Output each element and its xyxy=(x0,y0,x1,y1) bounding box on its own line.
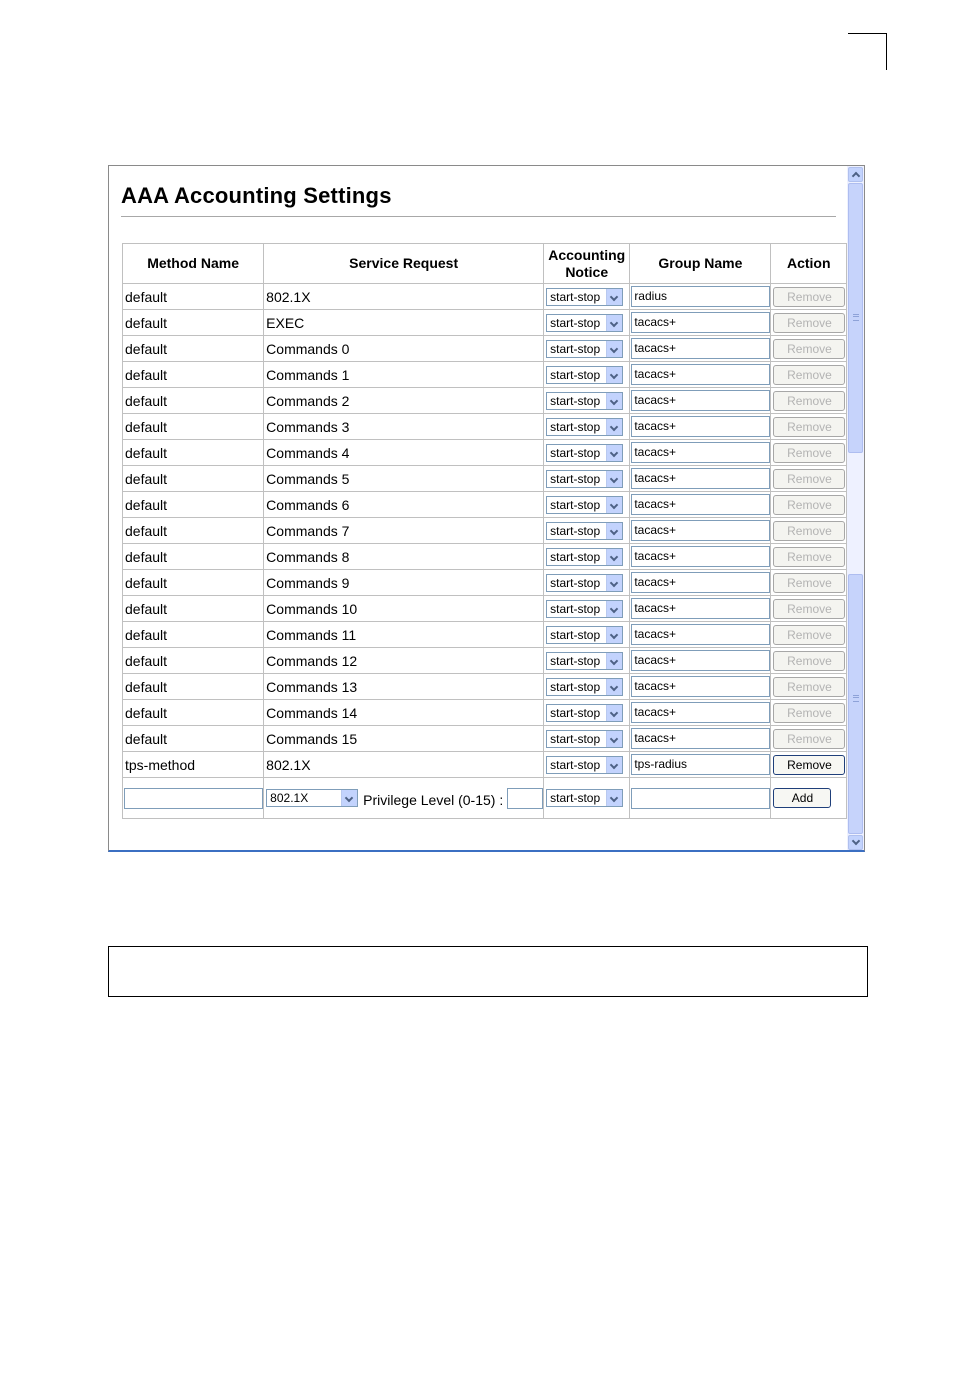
new-service-request-select[interactable] xyxy=(266,789,358,807)
service-request-cell: Commands 4 xyxy=(264,440,544,466)
service-request-cell: 802.1X xyxy=(264,752,544,778)
chevron-down-icon xyxy=(606,627,622,643)
chevron-down-icon xyxy=(606,679,622,695)
group-name-input[interactable]: tacacs+ xyxy=(631,624,770,645)
group-name-input[interactable]: tacacs+ xyxy=(631,494,770,515)
remove-button[interactable]: Remove xyxy=(773,417,845,437)
column-header-accounting-notice xyxy=(544,244,630,284)
accounting-notice-select[interactable] xyxy=(546,600,623,618)
remove-button[interactable]: Remove xyxy=(773,651,845,671)
chevron-down-icon xyxy=(606,653,622,669)
service-request-cell: Commands 6 xyxy=(264,492,544,518)
method-name-cell: default xyxy=(123,518,264,544)
table-row xyxy=(123,700,847,726)
accounting-notice-cell xyxy=(544,388,630,414)
accounting-notice-cell xyxy=(544,544,630,570)
group-name-input[interactable]: tacacs+ xyxy=(631,442,770,463)
accounting-notice-cell xyxy=(544,674,630,700)
accounting-notice-select[interactable] xyxy=(546,470,623,488)
accounting-notice-cell xyxy=(544,492,630,518)
accounting-notice-cell xyxy=(544,752,630,778)
add-button[interactable]: Add xyxy=(773,788,831,808)
action-cell xyxy=(771,284,847,310)
action-cell xyxy=(771,388,847,414)
accounting-notice-select[interactable] xyxy=(546,704,623,722)
group-name-input[interactable]: tacacs+ xyxy=(631,676,770,697)
accounting-notice-value: start-stop xyxy=(550,315,601,330)
table-row xyxy=(123,544,847,570)
page-corner-mark xyxy=(848,33,887,70)
chevron-down-icon xyxy=(606,419,622,435)
accounting-notice-value: start-stop xyxy=(550,367,601,382)
method-name-cell: default xyxy=(123,440,264,466)
scroll-up-arrow-icon[interactable] xyxy=(848,167,863,182)
method-name-cell: default xyxy=(123,492,264,518)
service-request-cell: Commands 10 xyxy=(264,596,544,622)
chevron-down-icon xyxy=(606,549,622,565)
accounting-notice-value: start-stop xyxy=(550,549,601,564)
group-name-cell xyxy=(630,518,771,544)
chevron-down-icon xyxy=(606,471,622,487)
action-cell xyxy=(771,700,847,726)
remove-button[interactable]: Remove xyxy=(773,443,845,463)
method-name-cell: default xyxy=(123,622,264,648)
group-name-input[interactable]: tacacs+ xyxy=(631,520,770,541)
service-request-cell: Commands 5 xyxy=(264,466,544,492)
group-name-cell xyxy=(630,362,771,388)
remove-button[interactable]: Remove xyxy=(773,625,845,645)
method-name-cell: default xyxy=(123,700,264,726)
chevron-down-icon xyxy=(606,731,622,747)
service-request-cell: Commands 15 xyxy=(264,726,544,752)
service-request-cell: Commands 9 xyxy=(264,570,544,596)
chevron-down-icon xyxy=(606,575,622,591)
action-cell xyxy=(771,466,847,492)
table-row xyxy=(123,284,847,310)
group-name-cell xyxy=(630,622,771,648)
accounting-notice-select[interactable] xyxy=(546,652,623,670)
method-name-cell: default xyxy=(123,336,264,362)
group-name-input[interactable]: tacacs+ xyxy=(631,546,770,567)
action-cell xyxy=(771,570,847,596)
action-cell xyxy=(771,336,847,362)
accounting-notice-value: start-stop xyxy=(550,445,601,460)
accounting-table xyxy=(122,243,847,819)
new-entry-row xyxy=(123,778,847,819)
chevron-down-icon xyxy=(606,705,622,721)
table-body xyxy=(123,284,847,819)
vertical-scrollbar[interactable] xyxy=(847,166,864,851)
accounting-notice-cell xyxy=(544,362,630,388)
accounting-notice-cell xyxy=(544,596,630,622)
privilege-level-input[interactable] xyxy=(507,788,543,809)
accounting-notice-select[interactable] xyxy=(546,548,623,566)
group-name-cell xyxy=(630,674,771,700)
chevron-down-icon xyxy=(606,445,622,461)
column-header-accounting-notice-line2: Notice xyxy=(565,263,609,280)
remove-button[interactable]: Remove xyxy=(773,573,845,593)
group-name-input[interactable]: tacacs+ xyxy=(631,338,770,359)
table-row xyxy=(123,622,847,648)
accounting-notice-cell xyxy=(544,700,630,726)
accounting-notice-value: start-stop xyxy=(550,341,601,356)
accounting-notice-cell xyxy=(544,570,630,596)
accounting-notice-select[interactable] xyxy=(546,626,623,644)
new-service-request-value: 802.1X xyxy=(270,791,309,805)
table-row xyxy=(123,752,847,778)
group-name-cell xyxy=(630,466,771,492)
accounting-notice-cell xyxy=(544,648,630,674)
action-cell xyxy=(771,492,847,518)
chevron-down-icon xyxy=(606,601,622,617)
group-name-input[interactable]: tacacs+ xyxy=(631,312,770,333)
service-request-cell: Commands 1 xyxy=(264,362,544,388)
accounting-notice-select[interactable] xyxy=(546,574,623,592)
accounting-notice-select[interactable] xyxy=(546,522,623,540)
privilege-level-label xyxy=(363,788,543,809)
service-request-cell: Commands 12 xyxy=(264,648,544,674)
service-request-cell: 802.1X xyxy=(264,284,544,310)
accounting-notice-value: start-stop xyxy=(550,653,601,668)
note-box xyxy=(108,946,868,997)
method-name-cell: default xyxy=(123,414,264,440)
chevron-down-icon xyxy=(606,497,622,513)
method-name-cell: default xyxy=(123,388,264,414)
group-name-cell xyxy=(630,648,771,674)
group-name-cell xyxy=(630,726,771,752)
column-header-service-request: Service Request xyxy=(264,244,544,284)
action-cell xyxy=(771,674,847,700)
method-name-cell: default xyxy=(123,284,264,310)
accounting-notice-select[interactable] xyxy=(546,392,623,410)
new-accounting-notice-select[interactable] xyxy=(546,789,623,807)
group-name-input[interactable]: tacacs+ xyxy=(631,728,770,749)
accounting-notice-select[interactable] xyxy=(546,444,623,462)
action-cell xyxy=(771,622,847,648)
action-cell xyxy=(771,726,847,752)
remove-button[interactable]: Remove xyxy=(773,755,845,775)
action-cell xyxy=(771,362,847,388)
window-content xyxy=(109,166,847,851)
group-name-input[interactable]: tacacs+ xyxy=(631,572,770,593)
accounting-notice-cell xyxy=(544,726,630,752)
group-name-cell xyxy=(630,544,771,570)
new-group-name-input[interactable] xyxy=(631,788,770,809)
group-name-cell xyxy=(630,700,771,726)
remove-button[interactable]: Remove xyxy=(773,365,845,385)
accounting-notice-value: start-stop xyxy=(550,471,601,486)
remove-button[interactable]: Remove xyxy=(773,495,845,515)
title-divider xyxy=(121,216,836,217)
chevron-down-icon xyxy=(606,393,622,409)
remove-button[interactable]: Remove xyxy=(773,339,845,359)
group-name-cell xyxy=(630,388,771,414)
remove-button[interactable]: Remove xyxy=(773,469,845,489)
accounting-notice-cell xyxy=(544,466,630,492)
chevron-down-icon xyxy=(606,367,622,383)
table-header-row xyxy=(123,244,847,284)
accounting-notice-cell xyxy=(544,440,630,466)
method-name-cell: default xyxy=(123,544,264,570)
remove-button[interactable]: Remove xyxy=(773,677,845,697)
method-name-cell: default xyxy=(123,674,264,700)
new-group-cell xyxy=(630,778,771,819)
accounting-notice-select[interactable] xyxy=(546,340,623,358)
group-name-input[interactable]: tacacs+ xyxy=(631,468,770,489)
table-row xyxy=(123,648,847,674)
accounting-notice-value: start-stop xyxy=(550,419,601,434)
accounting-notice-cell xyxy=(544,622,630,648)
action-cell xyxy=(771,518,847,544)
remove-button[interactable]: Remove xyxy=(773,391,845,411)
scrollbar-thumb-lower[interactable] xyxy=(848,574,863,834)
accounting-notice-select[interactable] xyxy=(546,756,623,774)
table-row xyxy=(123,492,847,518)
remove-button[interactable]: Remove xyxy=(773,313,845,333)
accounting-notice-value: start-stop xyxy=(550,523,601,538)
column-header-action: Action xyxy=(771,244,847,284)
accounting-notice-value: start-stop xyxy=(550,289,601,304)
new-method-cell xyxy=(123,778,264,819)
chevron-down-icon xyxy=(606,341,622,357)
column-header-accounting-notice-line1: Accounting xyxy=(548,246,626,263)
chevron-down-icon xyxy=(606,289,622,305)
table-row xyxy=(123,362,847,388)
chevron-down-icon xyxy=(606,315,622,331)
action-cell xyxy=(771,440,847,466)
group-name-cell xyxy=(630,596,771,622)
group-name-input[interactable]: tps-radius xyxy=(631,754,770,775)
page-title: AAA Accounting Settings xyxy=(121,183,392,208)
group-name-input[interactable]: tacacs+ xyxy=(631,390,770,411)
table-row xyxy=(123,336,847,362)
chevron-down-icon xyxy=(606,523,622,539)
table-row xyxy=(123,518,847,544)
table-row xyxy=(123,674,847,700)
accounting-notice-value: start-stop xyxy=(550,757,601,772)
group-name-cell xyxy=(630,492,771,518)
action-cell xyxy=(771,544,847,570)
column-header-method-name: Method Name xyxy=(123,244,264,284)
accounting-notice-cell xyxy=(544,414,630,440)
service-request-cell: EXEC xyxy=(264,310,544,336)
method-name-cell: tps-method xyxy=(123,752,264,778)
new-method-name-input[interactable] xyxy=(124,788,263,809)
accounting-notice-value: start-stop xyxy=(550,393,601,408)
new-service-cell xyxy=(264,778,544,819)
remove-button[interactable]: Remove xyxy=(773,547,845,567)
remove-button[interactable]: Remove xyxy=(773,729,845,749)
table-row xyxy=(123,596,847,622)
accounting-notice-value: start-stop xyxy=(550,705,601,720)
service-request-cell: Commands 14 xyxy=(264,700,544,726)
group-name-cell xyxy=(630,414,771,440)
accounting-notice-value: start-stop xyxy=(550,679,601,694)
privilege-level-text: Privilege Level (0-15) : xyxy=(363,791,504,808)
method-name-cell: default xyxy=(123,726,264,752)
action-cell xyxy=(771,596,847,622)
group-name-cell xyxy=(630,284,771,310)
group-name-input[interactable]: tacacs+ xyxy=(631,416,770,437)
group-name-input[interactable]: radius xyxy=(631,286,770,307)
method-name-cell: default xyxy=(123,466,264,492)
scrollbar-grip-icon xyxy=(853,314,859,321)
accounting-notice-cell xyxy=(544,336,630,362)
accounting-notice-select[interactable] xyxy=(546,288,623,306)
group-name-cell xyxy=(630,440,771,466)
chevron-down-icon xyxy=(341,790,357,806)
group-name-input[interactable]: tacacs+ xyxy=(631,650,770,671)
accounting-notice-select[interactable] xyxy=(546,496,623,514)
table-row xyxy=(123,388,847,414)
group-name-cell xyxy=(630,310,771,336)
table-row xyxy=(123,440,847,466)
group-name-cell xyxy=(630,570,771,596)
accounting-notice-select[interactable] xyxy=(546,418,623,436)
table-row xyxy=(123,466,847,492)
remove-button[interactable]: Remove xyxy=(773,521,845,541)
remove-button[interactable]: Remove xyxy=(773,599,845,619)
accounting-notice-value: start-stop xyxy=(550,497,601,512)
accounting-notice-cell xyxy=(544,284,630,310)
chevron-down-icon xyxy=(606,790,622,806)
service-request-cell: Commands 0 xyxy=(264,336,544,362)
action-cell xyxy=(771,648,847,674)
service-request-cell: Commands 2 xyxy=(264,388,544,414)
new-action-cell xyxy=(771,778,847,819)
table-row xyxy=(123,726,847,752)
chevron-down-icon xyxy=(606,757,622,773)
scrollbar-thumb-upper[interactable] xyxy=(848,183,863,453)
remove-button[interactable]: Remove xyxy=(773,703,845,723)
service-request-cell: Commands 3 xyxy=(264,414,544,440)
accounting-notice-cell xyxy=(544,518,630,544)
scrollbar-grip-icon xyxy=(853,695,859,702)
table-row xyxy=(123,310,847,336)
group-name-input[interactable]: tacacs+ xyxy=(631,364,770,385)
service-request-cell: Commands 13 xyxy=(264,674,544,700)
table-row xyxy=(123,414,847,440)
accounting-notice-value: start-stop xyxy=(550,575,601,590)
accounting-notice-select[interactable] xyxy=(546,366,623,384)
method-name-cell: default xyxy=(123,648,264,674)
accounting-notice-select[interactable] xyxy=(546,678,623,696)
accounting-notice-select[interactable] xyxy=(546,730,623,748)
new-notice-cell xyxy=(544,778,630,819)
column-header-group-name: Group Name xyxy=(630,244,771,284)
action-cell xyxy=(771,414,847,440)
aaa-accounting-window xyxy=(108,165,865,852)
service-request-cell: Commands 8 xyxy=(264,544,544,570)
remove-button[interactable]: Remove xyxy=(773,287,845,307)
action-cell xyxy=(771,752,847,778)
accounting-notice-value: start-stop xyxy=(550,601,601,616)
accounting-notice-value: start-stop xyxy=(550,627,601,642)
new-accounting-notice-value: start-stop xyxy=(550,791,601,806)
accounting-notice-value: start-stop xyxy=(550,731,601,746)
method-name-cell: default xyxy=(123,596,264,622)
action-cell xyxy=(771,310,847,336)
group-name-input[interactable]: tacacs+ xyxy=(631,702,770,723)
group-name-cell xyxy=(630,336,771,362)
method-name-cell: default xyxy=(123,362,264,388)
method-name-cell: default xyxy=(123,310,264,336)
service-request-cell: Commands 7 xyxy=(264,518,544,544)
group-name-cell xyxy=(630,752,771,778)
accounting-notice-select[interactable] xyxy=(546,314,623,332)
table-row xyxy=(123,570,847,596)
scroll-down-arrow-icon[interactable] xyxy=(848,835,863,850)
group-name-input[interactable]: tacacs+ xyxy=(631,598,770,619)
accounting-notice-cell xyxy=(544,310,630,336)
method-name-cell: default xyxy=(123,570,264,596)
service-request-cell: Commands 11 xyxy=(264,622,544,648)
